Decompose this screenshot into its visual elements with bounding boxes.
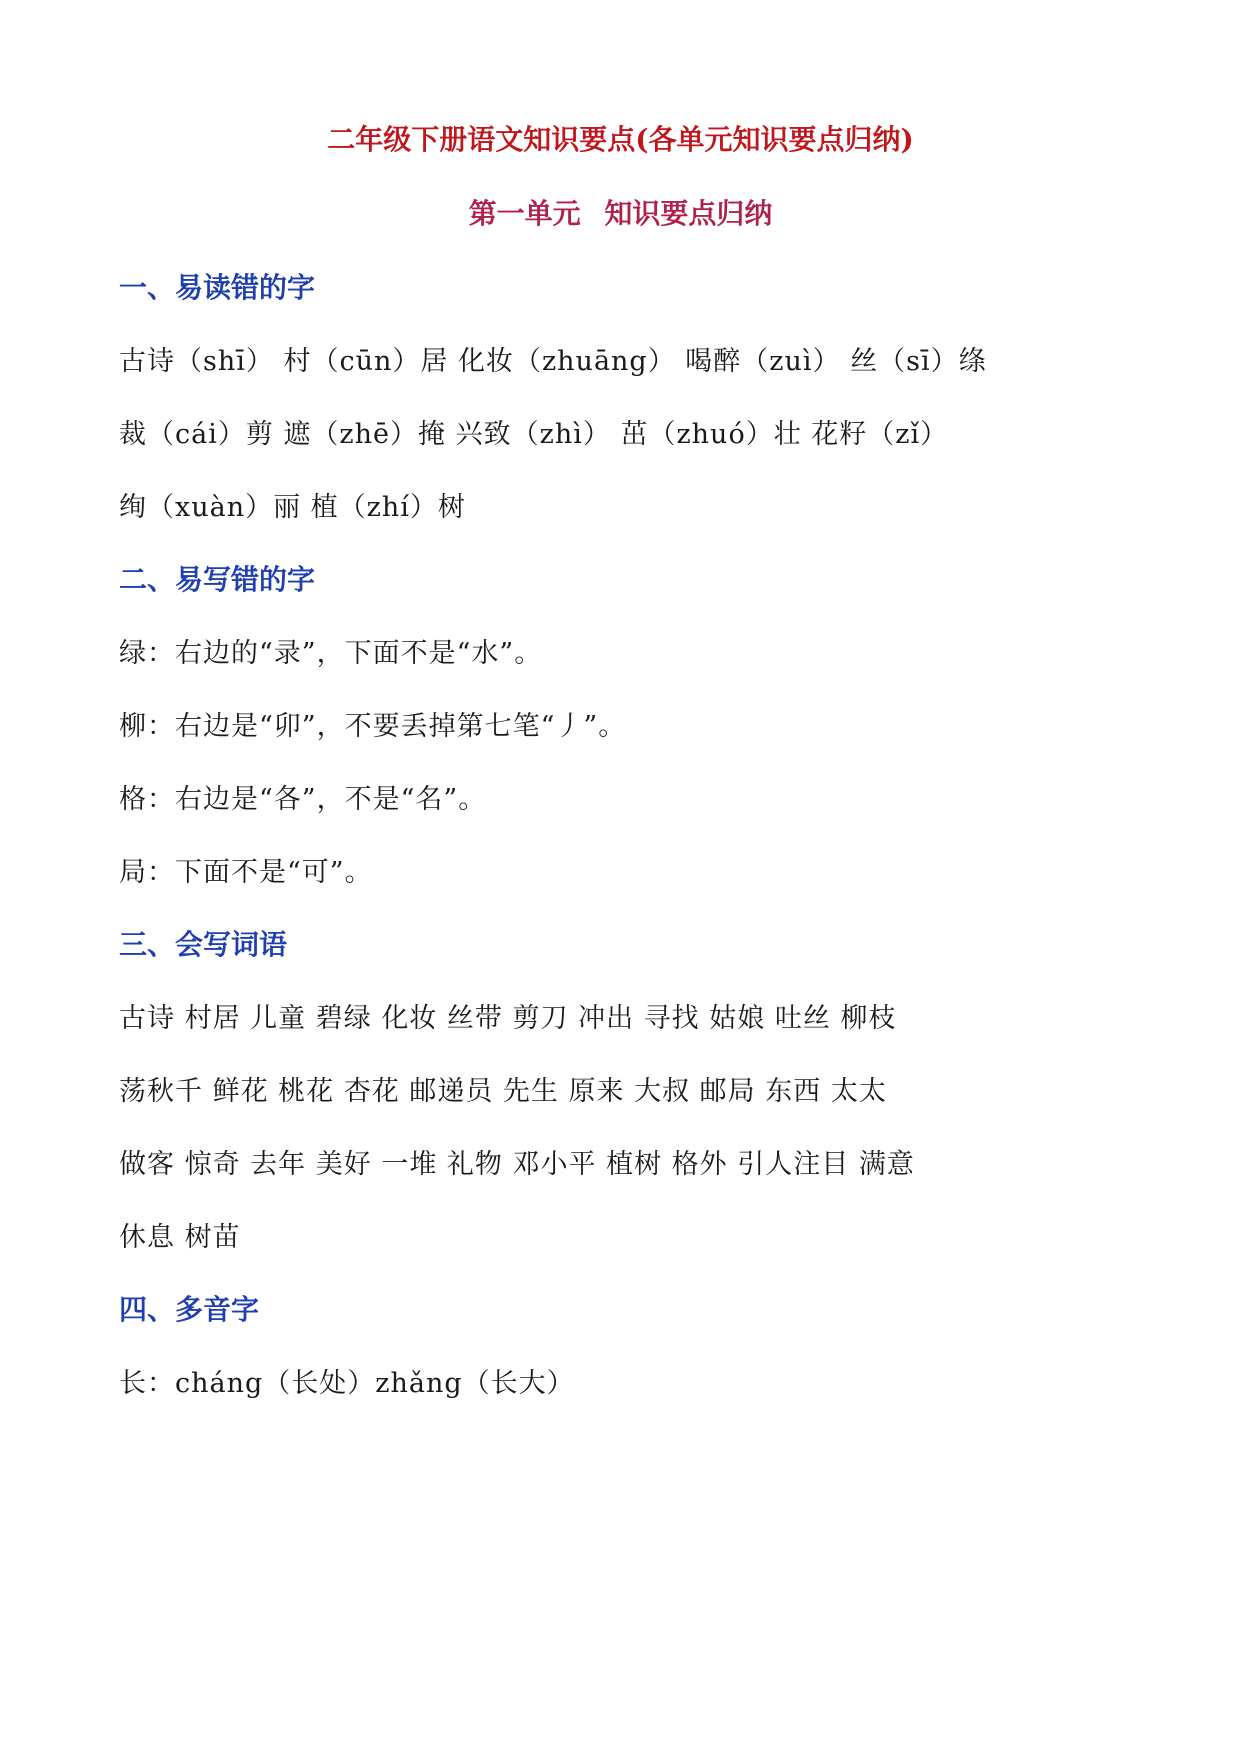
text-line: 裁（cái）剪 遮（zhē）掩 兴致（zhì） 茁（zhuó）壮 花籽（zǐ） xyxy=(119,419,949,450)
text-line: 长：cháng（长处）zhǎng（长大） xyxy=(119,1368,575,1399)
unit-title: 第一单元 知识要点归纳 xyxy=(468,197,773,230)
section-heading-easy-misread: 一、易读错的字 xyxy=(119,271,316,304)
text-line: 柳：右边是“卯”，不要丢掉第七笔“丿”。 xyxy=(119,711,627,742)
text-line: 格：右边是“各”，不是“名”。 xyxy=(119,784,487,815)
text-line: 局：下面不是“可”。 xyxy=(119,857,373,888)
section-heading-easy-miswrite: 二、易写错的字 xyxy=(119,563,316,596)
text-line: 荡秋千 鲜花 桃花 杏花 邮递员 先生 原来 大叔 邮局 东西 太太 xyxy=(119,1076,887,1107)
text-line: 休息 树苗 xyxy=(119,1222,241,1253)
text-line: 做客 惊奇 去年 美好 一堆 礼物 邓小平 植树 格外 引人注目 满意 xyxy=(119,1149,915,1180)
document-title: 二年级下册语文知识要点(各单元知识要点归纳) xyxy=(327,123,914,156)
text-line: 绚（xuàn）丽 植（zhí）树 xyxy=(119,492,466,523)
section-heading-vocabulary: 三、会写词语 xyxy=(119,928,288,961)
text-line: 古诗 村居 儿童 碧绿 化妆 丝带 剪刀 冲出 寻找 姑娘 吐丝 柳枝 xyxy=(119,1003,897,1034)
text-line: 绿：右边的“录”，下面不是“水”。 xyxy=(119,638,543,669)
text-line: 古诗（shī） 村（cūn）居 化妆（zhuāng） 喝醉（zuì） 丝（sī）绦 xyxy=(119,346,987,377)
section-heading-polyphones: 四、多音字 xyxy=(119,1293,260,1326)
